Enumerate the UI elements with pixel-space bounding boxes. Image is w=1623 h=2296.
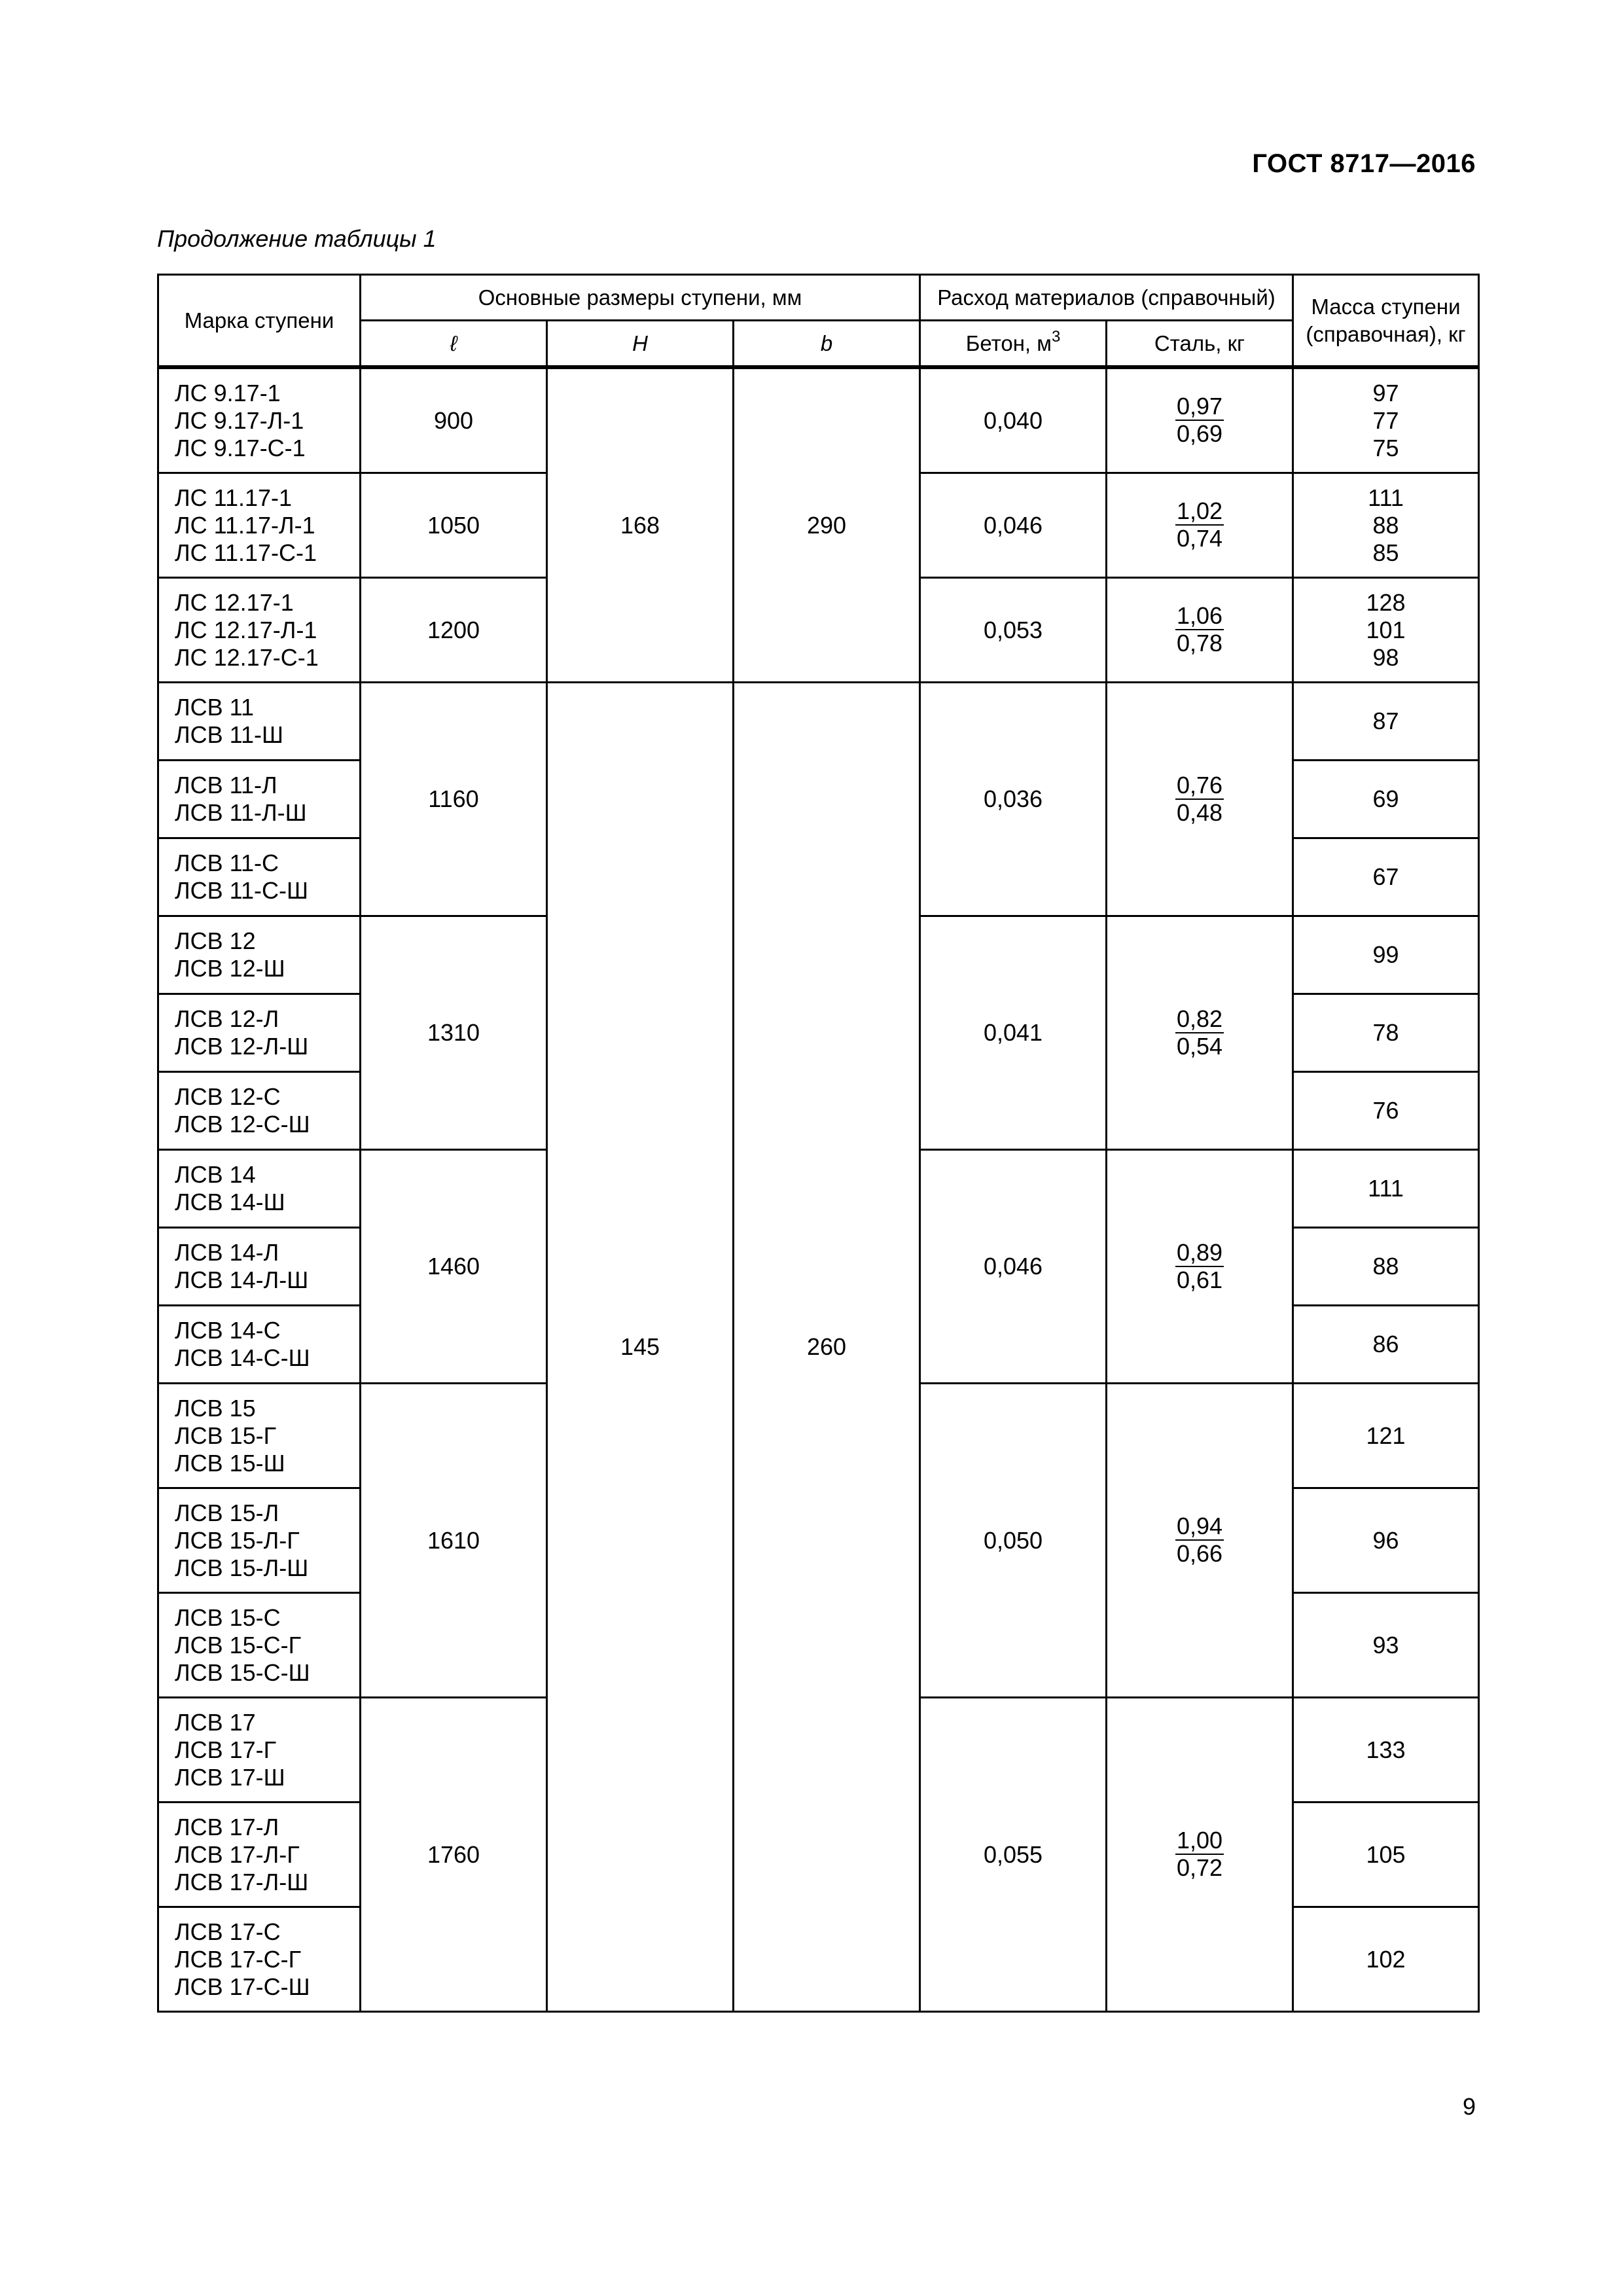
step-mark-cell xyxy=(158,761,361,838)
mass-cell: 133 xyxy=(1293,1698,1479,1803)
step-mark: ЛСВ 11-Л-Ш xyxy=(175,799,307,826)
steel-denominator: 0,66 xyxy=(1176,1540,1223,1567)
step-mark: ЛС 12.17-Л-1 xyxy=(175,616,317,643)
steel-fraction xyxy=(1175,1240,1224,1293)
mass-cell: 93 xyxy=(1293,1593,1479,1698)
step-mark: ЛС 11.17-1 xyxy=(175,484,293,511)
step-mark: ЛСВ 14 xyxy=(175,1161,256,1188)
mass-cell: 86 xyxy=(1293,1306,1479,1384)
mass-cell: 78 xyxy=(1293,994,1479,1072)
step-mark: ЛСВ 17 xyxy=(175,1708,256,1736)
steel-fraction xyxy=(1175,498,1224,552)
step-mark-cell xyxy=(158,1593,361,1698)
mass-value: 98 xyxy=(1372,643,1399,671)
length-cell: 1760 xyxy=(361,1698,547,2012)
mass-value: 111 xyxy=(1368,484,1404,511)
steel-numerator: 0,76 xyxy=(1176,771,1223,798)
concrete-cell: 0,050 xyxy=(920,1384,1107,1698)
step-mark: ЛСВ 17-Л-Г xyxy=(175,1840,300,1868)
steel-denominator: 0,74 xyxy=(1176,525,1223,552)
steel-numerator: 1,06 xyxy=(1176,602,1223,629)
step-mark: ЛСВ 11-Ш xyxy=(175,721,283,748)
mass-cell: 105 xyxy=(1293,1803,1479,1907)
header-steel: Сталь, кг xyxy=(1107,321,1293,367)
mass-cell xyxy=(1293,578,1479,683)
step-mark-cell xyxy=(158,1306,361,1384)
header-mark: Марка ступени xyxy=(158,275,361,367)
step-mark-cell xyxy=(158,1228,361,1306)
steel-denominator: 0,78 xyxy=(1176,630,1223,656)
mass-cell xyxy=(1293,368,1479,473)
steel-cell xyxy=(1107,578,1293,683)
width-cell: 260 xyxy=(734,683,920,2012)
step-mark-cell xyxy=(158,1698,361,1803)
step-mark-cell xyxy=(158,1488,361,1593)
mass-cell: 121 xyxy=(1293,1384,1479,1488)
steel-numerator: 0,82 xyxy=(1176,1005,1223,1032)
table-body xyxy=(158,368,1479,2012)
step-mark-cell xyxy=(158,1907,361,2012)
table-row xyxy=(158,683,1479,761)
step-mark: ЛСВ 11-Л xyxy=(175,772,277,798)
step-mark: ЛСВ 11-С xyxy=(175,850,279,876)
concrete-cell: 0,036 xyxy=(920,683,1107,916)
step-mark: ЛСВ 17-С-Г xyxy=(175,1945,302,1973)
mass-cell: 67 xyxy=(1293,838,1479,916)
mass-value: 75 xyxy=(1372,434,1399,461)
step-mark-cell xyxy=(158,1150,361,1228)
step-mark-cell xyxy=(158,838,361,916)
mass-cell xyxy=(1293,473,1479,578)
concrete-cell: 0,055 xyxy=(920,1698,1107,2012)
header-mass: Масса ступени (справочная), кг xyxy=(1293,275,1479,367)
step-mark: ЛС 9.17-Л-1 xyxy=(175,406,304,434)
steel-cell xyxy=(1107,683,1293,916)
mass-cell: 88 xyxy=(1293,1228,1479,1306)
mass-cell: 76 xyxy=(1293,1072,1479,1150)
step-mark: ЛСВ 12-С-Ш xyxy=(175,1111,310,1138)
step-mark: ЛС 11.17-Л-1 xyxy=(175,511,315,539)
step-mark: ЛСВ 12-Л-Ш xyxy=(175,1033,309,1060)
concrete-cell: 0,046 xyxy=(920,473,1107,578)
step-mark-cell xyxy=(158,916,361,994)
steel-cell xyxy=(1107,1384,1293,1698)
table-row xyxy=(158,368,1479,473)
length-cell: 900 xyxy=(361,368,547,473)
steel-numerator: 0,89 xyxy=(1176,1238,1223,1266)
mass-value: 128 xyxy=(1366,588,1406,616)
step-mark: ЛСВ 17-С xyxy=(175,1918,281,1945)
concrete-cell: 0,053 xyxy=(920,578,1107,683)
mass-value: 85 xyxy=(1372,539,1399,566)
table-header xyxy=(158,275,1479,368)
mass-cell: 99 xyxy=(1293,916,1479,994)
height-cell: 168 xyxy=(547,368,734,683)
step-mark: ЛС 9.17-С-1 xyxy=(175,434,306,461)
step-mark: ЛСВ 14-С xyxy=(175,1317,281,1344)
steel-denominator: 0,48 xyxy=(1176,798,1223,826)
header-concrete: Бетон, $м^3$ xyxy=(920,321,1107,367)
table-caption: Продолжение таблицы 1 xyxy=(157,225,437,252)
step-mark: ЛСВ 17-Л-Ш xyxy=(175,1868,309,1895)
step-mark: ЛСВ 12-Л xyxy=(175,1005,279,1032)
step-mark: ЛСВ 12-Ш xyxy=(175,955,285,982)
steps-table xyxy=(157,274,1480,2013)
step-mark: ЛСВ 11-С-Ш xyxy=(175,877,308,904)
length-cell: 1050 xyxy=(361,473,547,578)
header-length: ℓ xyxy=(361,321,547,367)
steel-denominator: 0,54 xyxy=(1176,1032,1223,1060)
step-mark: ЛС 11.17-С-1 xyxy=(175,539,317,566)
mass-cell: 69 xyxy=(1293,761,1479,838)
step-mark-cell xyxy=(158,1384,361,1488)
step-mark-cell xyxy=(158,1803,361,1907)
step-mark: ЛСВ 12-С xyxy=(175,1083,281,1110)
length-cell: 1200 xyxy=(361,578,547,683)
step-mark-cell xyxy=(158,578,361,683)
step-mark: ЛСВ 17-Г xyxy=(175,1736,277,1763)
step-mark: ЛСВ 15 xyxy=(175,1394,256,1422)
steel-numerator: 1,00 xyxy=(1176,1827,1223,1854)
step-mark-cell xyxy=(158,1072,361,1150)
steel-fraction xyxy=(1175,603,1224,656)
step-mark: ЛСВ 17-Л xyxy=(175,1813,279,1840)
steel-cell xyxy=(1107,1150,1293,1384)
step-mark: ЛС 9.17-1 xyxy=(175,379,281,406)
step-mark: ЛСВ 15-Г xyxy=(175,1422,277,1449)
steel-cell xyxy=(1107,916,1293,1150)
mass-cell: 96 xyxy=(1293,1488,1479,1593)
step-mark: ЛСВ 14-Л xyxy=(175,1239,279,1266)
step-mark: ЛСВ 15-Л-Ш xyxy=(175,1554,309,1581)
steel-cell xyxy=(1107,1698,1293,2012)
step-mark-cell xyxy=(158,994,361,1072)
mass-value: 77 xyxy=(1372,406,1399,434)
step-mark-cell xyxy=(158,683,361,761)
height-cell: 145 xyxy=(547,683,734,2012)
steel-denominator: 0,72 xyxy=(1176,1854,1223,1881)
step-mark: ЛСВ 15-С-Г xyxy=(175,1631,302,1659)
length-cell: 1310 xyxy=(361,916,547,1150)
header-materials: Расход материалов (справочный) xyxy=(920,275,1293,321)
mass-value: 101 xyxy=(1366,616,1406,643)
length-cell: 1460 xyxy=(361,1150,547,1384)
steel-cell xyxy=(1107,368,1293,473)
steel-fraction xyxy=(1175,393,1224,447)
step-mark: ЛСВ 15-Л-Г xyxy=(175,1526,300,1554)
steel-denominator: 0,69 xyxy=(1176,420,1223,447)
mass-cell: 111 xyxy=(1293,1150,1479,1228)
concrete-cell: 0,041 xyxy=(920,916,1107,1150)
step-mark: ЛСВ 17-Ш xyxy=(175,1763,285,1791)
step-mark: ЛСВ 17-С-Ш xyxy=(175,1973,310,2000)
steel-denominator: 0,61 xyxy=(1176,1266,1223,1293)
steel-fraction xyxy=(1175,1513,1224,1567)
step-mark-cell xyxy=(158,473,361,578)
step-mark-cell xyxy=(158,368,361,473)
header-width: b xyxy=(734,321,920,367)
header-height: H xyxy=(547,321,734,367)
step-mark: ЛСВ 14-Ш xyxy=(175,1189,285,1215)
steel-numerator: 0,97 xyxy=(1176,393,1223,420)
steel-numerator: 0,94 xyxy=(1176,1513,1223,1539)
mass-cell: 102 xyxy=(1293,1907,1479,2012)
steel-numerator: 1,02 xyxy=(1176,497,1223,524)
mass-cell: 87 xyxy=(1293,683,1479,761)
header-dimensions: Основные размеры ступени, мм xyxy=(361,275,920,321)
step-mark: ЛСВ 12 xyxy=(175,927,256,954)
step-mark: ЛСВ 15-Л xyxy=(175,1499,279,1526)
mass-value: 88 xyxy=(1372,511,1399,539)
mass-value: 97 xyxy=(1372,379,1399,406)
step-mark: ЛСВ 14-Л-Ш xyxy=(175,1266,309,1293)
step-mark: ЛС 12.17-1 xyxy=(175,588,294,616)
length-cell: 1160 xyxy=(361,683,547,916)
length-cell: 1610 xyxy=(361,1384,547,1698)
step-mark: ЛСВ 11 xyxy=(175,694,255,721)
width-cell: 290 xyxy=(734,368,920,683)
steel-fraction xyxy=(1175,772,1224,826)
document-id: ГОСТ 8717—2016 xyxy=(1252,149,1476,178)
concrete-cell: 0,040 xyxy=(920,368,1107,473)
steel-fraction xyxy=(1175,1006,1224,1060)
concrete-cell: 0,046 xyxy=(920,1150,1107,1384)
step-mark: ЛСВ 14-С-Ш xyxy=(175,1344,310,1371)
step-mark: ЛСВ 15-С xyxy=(175,1604,281,1631)
step-mark: ЛСВ 15-Ш xyxy=(175,1449,285,1477)
steel-fraction xyxy=(1175,1827,1224,1881)
step-mark: ЛСВ 15-С-Ш xyxy=(175,1659,310,1686)
steel-cell xyxy=(1107,473,1293,578)
page-number: 9 xyxy=(1462,2093,1476,2120)
step-mark: ЛС 12.17-С-1 xyxy=(175,643,319,671)
